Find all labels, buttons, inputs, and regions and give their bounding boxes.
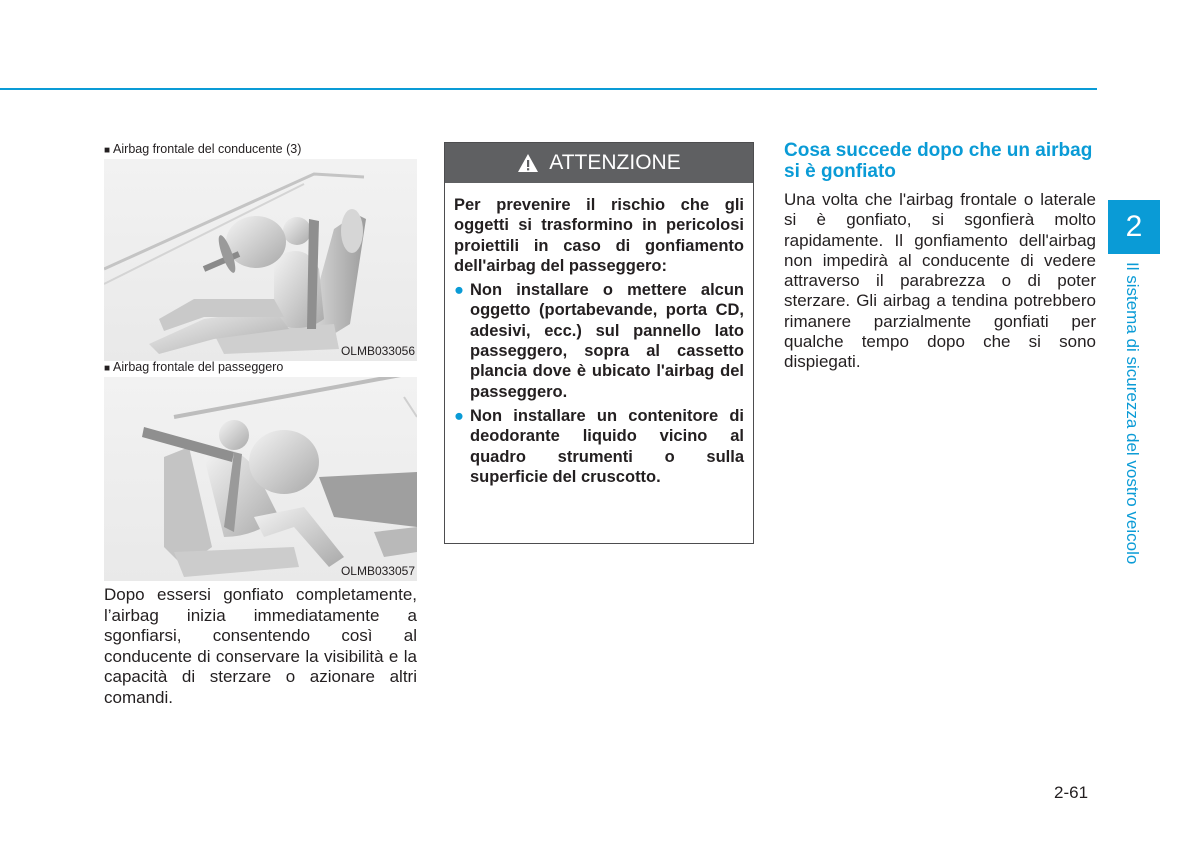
figure-code: OLMB033056 <box>340 344 415 358</box>
warning-item: ● Non installare un contenitore di deodorante liquido vicino al quadro strumenti o sulla superficie del cruscotto. <box>454 406 744 486</box>
figure-caption: ■ Airbag frontale del conducente (3) <box>104 142 302 156</box>
warning-triangle-icon <box>517 153 539 173</box>
header-rule <box>0 88 1097 90</box>
warning-title: ATTENZIONE <box>549 151 681 174</box>
warning-item: ● Non installare o mettere alcun oggetto (portabevande, porta CD, adesivi, ecc.) sul pannello lato passeggero, sopra al cassetto plancia dove è ubicato l'airbag del passeggero. <box>454 281 744 401</box>
figure-code: OLMB033057 <box>340 564 415 578</box>
page-number: 2-61 <box>1054 783 1089 802</box>
figure-passenger-airbag <box>104 359 417 581</box>
body-paragraph: Dopo essersi gonfiato completamente, l’airbag inizia immediatamente a sgonfiarsi, consentendo così al conducente di conservare la visibilità e la capacità di sterzare o azionare altri comandi. <box>104 585 417 707</box>
section-title: Cosa succede dopo che un airbag si è gonfiato <box>784 140 1093 182</box>
figure-illustration <box>104 377 417 581</box>
warning-box <box>444 142 754 544</box>
warning-header <box>445 143 753 183</box>
warning-intro: Per prevenire il rischio che gli oggetti si trasformino in pericolosi proiettili in caso di gonfiamento dell'airbag del passeggero: <box>454 196 744 275</box>
chapter-tab: 2 <box>1108 200 1160 254</box>
section-body: Una volta che l'airbag frontale o laterale si è gonfiato, si sgonfierà molto rapidamente. Il gonfiamento dell'airbag non impedirà al conducente di vedere attraverso il parabrezza o di poter sterzare. Gli airbag a tendina potrebbero rimanere parzialmente gonfiati per qualche tempo dopo che si sono dispiegati. <box>784 190 1096 372</box>
figure-illustration <box>104 159 417 361</box>
figure-driver-airbag <box>104 141 417 361</box>
chapter-title: Il sistema di sicurezza del vostro veicolo <box>1123 262 1142 565</box>
section <box>784 140 1096 373</box>
figure-caption: ■ Airbag frontale del passeggero <box>104 360 284 374</box>
